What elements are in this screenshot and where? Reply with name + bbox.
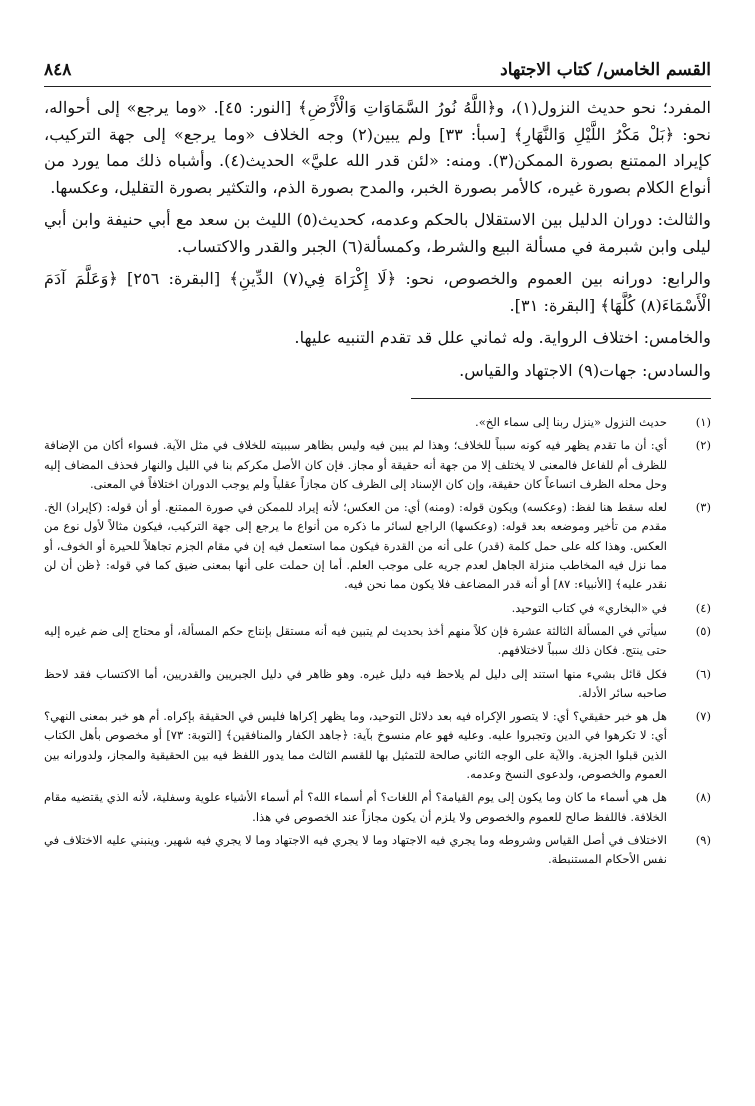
footnote-number: (٢) <box>695 438 711 453</box>
footnote-number: (٦) <box>695 666 711 681</box>
paragraph-fourth: والرابع: دورانه بين العموم والخصوص، نحو: ﴿لَا إِكْرَاهَ فِي(٧) الدِّينِ﴾ [البقرة: ٢٥٦] ﴿وَعَلَّمَ آدَمَ الْأَسْمَاءَ(٨) كُلَّهَا﴾ [البقرة: ٣١]. <box>44 269 711 315</box>
footnote-text: سيأتي في المسألة الثالثة عشرة فإن كلاً منهم أخذ بحديث لم يتبين فيه أنه مستقل بإنتاج حكم المسألة، أو محتاج إلى ضم غيره إليه حتى ينتج. فكان ذلك سبباً لاختلافهم. <box>44 623 667 658</box>
footnote-text: الاختلاف في أصل القياس وشروطه وما يجري فيه الاجتهاد وما لا يجري فيه الاجتهاد وما لا يجري فيه شهير. وينبني عليه الاختلاف في نفس الأحكام المستنبطة. <box>44 832 667 867</box>
paragraph-fifth: والخامس: اختلاف الرواية. وله ثماني علل قد تقدم التنبيه عليها. <box>294 328 711 347</box>
footnote-text: فكل قائل بشيء منها استند إلى دليل لم يلاحظ فيه دليل غيره. وهو ظاهر في دليل الجبريين والقدريين، أما الاكتساب فقد لاحظ صاحبه سائر الأدلة. <box>44 666 667 700</box>
footnote-6 <box>44 665 711 704</box>
footnote-3 <box>44 498 711 594</box>
header-title: القسم الخامس/ كتاب الاجتهاد <box>500 60 711 80</box>
footnotes <box>44 413 711 870</box>
footnote-number: (٧) <box>695 709 711 724</box>
footnote-number: (٨) <box>695 790 711 805</box>
footnote-8 <box>44 788 711 827</box>
main-text <box>44 95 711 384</box>
footnote-5 <box>44 622 711 661</box>
footnote-7 <box>44 707 711 784</box>
paragraph-sixth: والسادس: جهات(٩) الاجتهاد والقياس. <box>459 360 711 380</box>
footnote-number: (٥) <box>695 623 711 638</box>
footnote-text: هل هو خبر حقيقي؟ أي: لا يتصور الإكراه فيه بعد دلائل التوحيد، وما يظهر إكراها فليس في الحقيقة بإكراه. أم هو خبر بمعنى النهي؟ أي: لا تكرهوا في الدين وتجبروا عليه. وعليه فهو عام منسوخ بآية: ﴿جاهد الكفار والمنافقين﴾ [التوبة: ٧٣] أو مخصوص بأهل الكتاب الذين قبلوا الجزية. والآية على الوجه الثاني صالحة للتمثيل بها للقسم الثالث مما يدور اللفظ فيه بين الحقيقية والمجاز، ولدورانه بين العموم والخصوص، ولدعوى النسخ وعدمه. <box>44 709 667 782</box>
footnote-text: في «البخاري» في كتاب التوحيد. <box>511 600 667 615</box>
footnote-text: هل هي أسماء ما كان وما يكون إلى يوم القيامة؟ أم اللغات؟ أم أسماء الله؟ أم أسماء الأشياء علوية وسفلية، لأنه الذي يقتضيه مقام الخلافة. فاللفظ صالح للعموم والخصوص ولا يلزم أن يكون مجازاً عند الخصوص في هذا. <box>44 790 667 824</box>
footnote-2 <box>44 436 711 494</box>
footnote-1 <box>44 413 711 432</box>
footnote-text: أي: أن ما تقدم يظهر فيه كونه سبباً للخلاف؛ وهذا لم يبين فيه وليس بظاهر سببيته للخلاف في مثل الآية. فسواء أكان من الإضافة للظرف أم للفاعل فالمعنى لا يختلف إلا من جهة أنه حقيقة أو مجاز. فإن كان الأصل مكركم بنا في الليل والنهار فحذف المضاف إليه وحل محله الظرف اتساعاً كان حقيقة، وإن كان الإسناد إلى الظرف كان مجازاً عقلياً ولم يوجب الدوران اختلافاً في المعنى. <box>44 438 667 491</box>
footnote-separator <box>411 398 711 399</box>
footnote-number: (٩) <box>695 832 711 847</box>
footnote-number: (٣) <box>695 500 711 515</box>
footnote-number: (٤) <box>695 600 711 615</box>
footnote-9 <box>44 831 711 870</box>
page-number: ٨٤٨ <box>44 60 72 80</box>
footnote-4 <box>44 599 711 618</box>
paragraph-third: والثالث: دوران الدليل بين الاستقلال بالحكم وعدمه، كحديث(٥) الليث بن سعد مع أبي حنيفة وابن أبي ليلى وابن شبرمة في مسألة البيع والشرط، وكمسألة(٦) الجبر والقدر والاكتساب. <box>44 210 711 256</box>
footnote-text: حديث النزول «ينزل ربنا إلى سماء الخ». <box>475 415 667 429</box>
running-header <box>44 54 711 87</box>
footnote-text: لعله سقط هنا لفظ: (وعكسه) ويكون قوله: (ومنه) أي: من العكس؛ لأنه إيراد للممكن في صورة الممتنع. أو أن قوله: (كإيراد) الخ. مقدم من تأخير وموضعه بعد قوله: (وعكسها) الراجع لسائر ما ذكره من أنواع ما يرجع إلى جهة التركيب، فيكون مثالاً لأول نوع من العكس. وهذا كله على حمل كلمة (قدر) على أنه من القدرة فيكون مما استعمل فيه إن في مقام الجزم تجاهلاً للحيرة أو الخوف، أو مما نزل فيه المخاطب منزلة الجاهل لعدم جريه على موجب العلم. أما إن حملت على أنها بمعنى ضيق كما في قوله: ﴿ظن أن لن نقدر عليه﴾ [الأنبياء: ٨٧] أو أنه قدر المضاعف فلا يكون مما نحن فيه. <box>44 500 667 592</box>
footnote-number: (١) <box>695 415 711 429</box>
paragraph-1: المفرد؛ نحو حديث النزول(١)، و﴿اللَّهُ نُورُ السَّمَاوَاتِ وَالْأَرْضِ﴾ [النور: ٤٥]. «وما يرجع» إلى أحواله، نحو: ﴿بَلْ مَكْرُ اللَّيْلِ وَالنَّهَارِ﴾ [سبأ: ٣٣] ولم يبين(٢) وجه الخلاف «وما يرجع» إلى جهة التركيب، كإيراد الممتنع بصورة الممكن(٣). ومنه: «لئن قدر الله عليَّ» الحديث(٤). وأشباه ذلك مما يورد من أنواع الكلام بصورة غيره، كالأمر بصورة الخبر، والمدح بصورة الذم، والتكثير بصورة التقليل، وعكسها. <box>44 98 712 197</box>
